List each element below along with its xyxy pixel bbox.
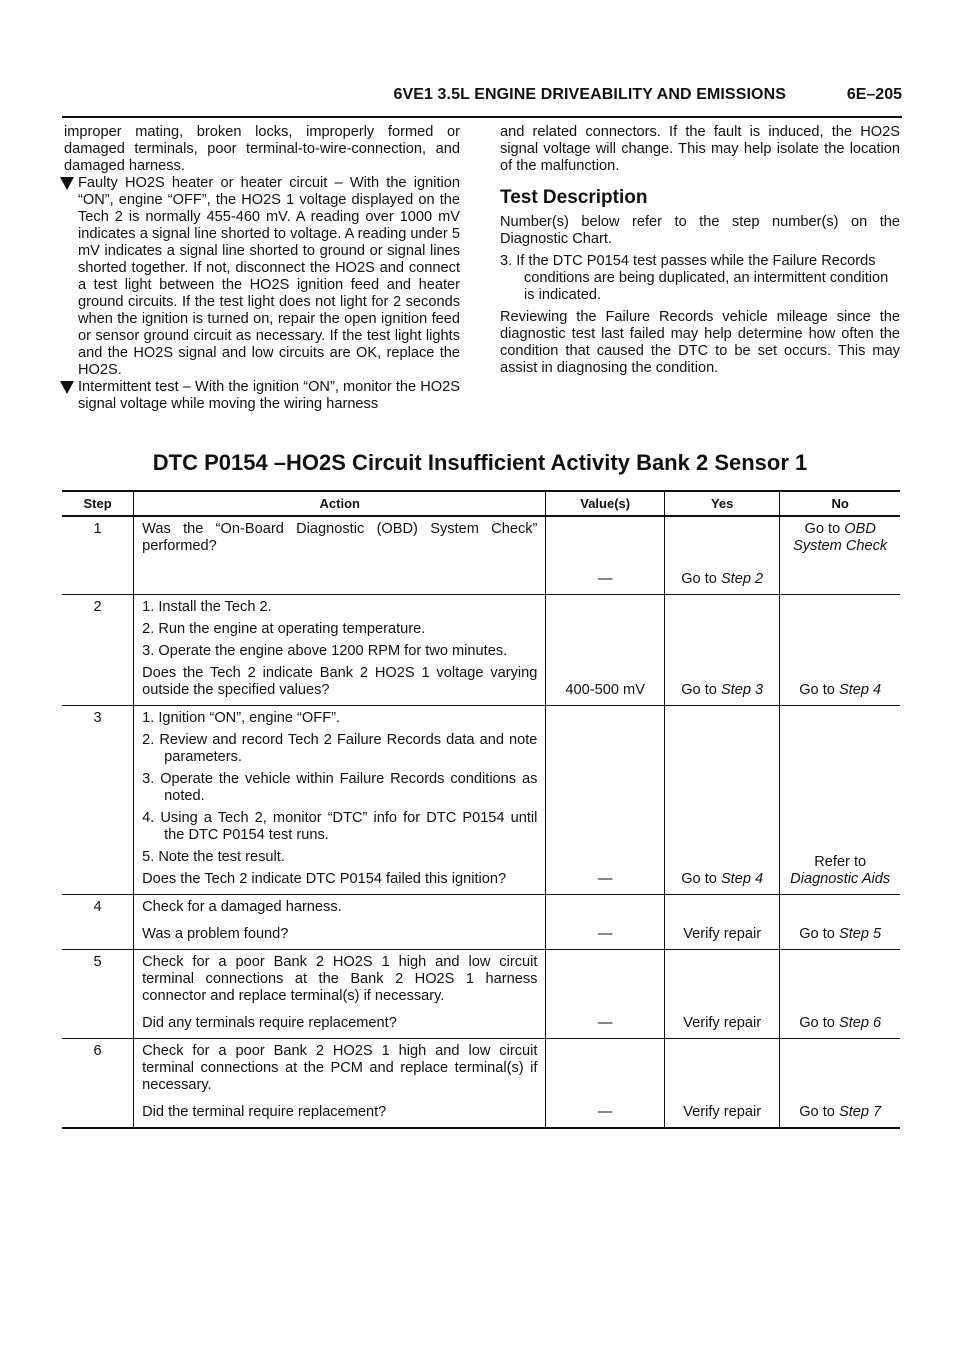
step-no: Refer to Diagnostic Aids [780, 705, 900, 894]
bullet-intermittent-text: Intermittent test – With the ignition “ON”, monitor the HO2S signal voltage while moving the wiring harness [78, 379, 460, 412]
step-no: Go to Step 4 [780, 594, 900, 705]
col-header-action: Action [134, 491, 546, 516]
col-header-step: Step [62, 491, 134, 516]
test-description-item-3: 3. If the DTC P0154 test passes while the Failure Records conditions are being duplicated, an intermittent condition is indicated. [500, 253, 889, 303]
step-value: — [546, 516, 665, 594]
step-number: 6 [62, 1038, 134, 1128]
step-yes: Go to Step 3 [664, 594, 779, 705]
step-number: 5 [62, 949, 134, 1038]
bullet-heater-text: Faulty HO2S heater or heater circuit – With the ignition “ON”, engine “OFF”, the HO2S 1 voltage displayed on the Tech 2 is normally 455-460 mV. A reading over 1000 mV indicates a signal line shorted to voltage. A reading under 5 mV indicates a signal line shorted to ground or signal lines shorted together. If not, disconnect the HO2S and connect a test light between the HO2S ignition feed and heater ground circuits. If the test light does not light for 2 seconds when the ignition is turned on, repair the open ignition feed or sensor ground circuit as necessary. If the test light lights and the HO2S signal and low circuits are OK, replace the HO2S. [78, 175, 460, 378]
table-row [62, 894, 900, 949]
step-number: 2 [62, 594, 134, 705]
dtc-table-title: DTC P0154 –HO2S Circuit Insufficient Activity Bank 2 Sensor 1 [152, 450, 808, 475]
page-header [62, 86, 902, 118]
step-no: Go to Step 6 [780, 949, 900, 1038]
step-action: Was the “On-Board Diagnostic (OBD) System Check” performed? [134, 516, 546, 594]
left-intro-text: improper mating, broken locks, improperly formed or damaged terminals, poor terminal-to-wire-connection, and damaged harness. [64, 124, 460, 174]
bullet-heater [64, 175, 460, 379]
step-no: Go to Step 5 [780, 894, 900, 949]
step-action: Check for a poor Bank 2 HO2S 1 high and low circuit terminal connections at the Bank 2 HO2S 1 harness connector and replace terminal(s) if necessary. Did any terminals require replacement? [134, 949, 546, 1038]
bullet-intermittent [64, 379, 460, 413]
right-column [500, 124, 900, 382]
col-header-values: Value(s) [546, 491, 665, 516]
left-column [64, 124, 460, 413]
step-no: Go to OBD System Check [780, 516, 900, 594]
diagnostic-table [62, 490, 900, 1129]
step-value: — [546, 949, 665, 1038]
table-row [62, 949, 900, 1038]
page-number: 6E–205 [846, 86, 902, 103]
right-intro-text: and related connectors. If the fault is induced, the HO2S signal voltage will change. This may help isolate the location of the malfunction. [500, 124, 900, 174]
table-header-row [62, 491, 900, 516]
step-yes: Go to Step 4 [664, 705, 779, 894]
step-yes: Verify repair [664, 894, 779, 949]
step-action: 1. Install the Tech 2. 2. Run the engine at operating temperature. 3. Operate the engine above 1200 RPM for two minutes. Does the Tech 2 indicate Bank 2 HO2S 1 voltage varying outside the specified values? [134, 594, 546, 705]
step-number: 4 [62, 894, 134, 949]
test-description-para2: Reviewing the Failure Records vehicle mileage since the diagnostic test last failed may help determine how often the condition that caused the DTC to be set occurs. This may assist in diagnosing the condition. [500, 309, 900, 376]
table-row [62, 705, 900, 894]
step-value: — [546, 894, 665, 949]
step-value: 400-500 mV [546, 594, 665, 705]
step-yes: Go to Step 2 [664, 516, 779, 594]
col-header-no: No [780, 491, 900, 516]
step-yes: Verify repair [664, 1038, 779, 1128]
step-number: 3 [62, 705, 134, 894]
table-row [62, 516, 900, 594]
step-yes: Verify repair [664, 949, 779, 1038]
test-description-heading: Test Description [500, 187, 648, 208]
test-description-para1: Number(s) below refer to the step number(s) on the Diagnostic Chart. [500, 214, 900, 247]
step-action: Check for a damaged harness. Was a problem found? [134, 894, 546, 949]
step-action: Check for a poor Bank 2 HO2S 1 high and low circuit terminal connections at the PCM and replace terminal(s) if necessary. Did the terminal require replacement? [134, 1038, 546, 1128]
triangle-bullet-icon [60, 177, 74, 190]
col-header-yes: Yes [664, 491, 779, 516]
step-value: — [546, 1038, 665, 1128]
section-header-title: 6VE1 3.5L ENGINE DRIVEABILITY AND EMISSIONS [393, 86, 786, 103]
step-no: Go to Step 7 [780, 1038, 900, 1128]
table-row [62, 594, 900, 705]
step-value: — [546, 705, 665, 894]
step-number: 1 [62, 516, 134, 594]
step-action: 1. Ignition “ON”, engine “OFF”. 2. Review and record Tech 2 Failure Records data and note parameters. 3. Operate the vehicle within Failure Records conditions as noted. 4. Using a Tech 2, monitor “DTC” info for DTC P0154 until the DTC P0154 test runs. 5. Note the test result. Does the Tech 2 indicate DTC P0154 failed this ignition? [134, 705, 546, 894]
table-row [62, 1038, 900, 1128]
triangle-bullet-icon [60, 381, 74, 394]
